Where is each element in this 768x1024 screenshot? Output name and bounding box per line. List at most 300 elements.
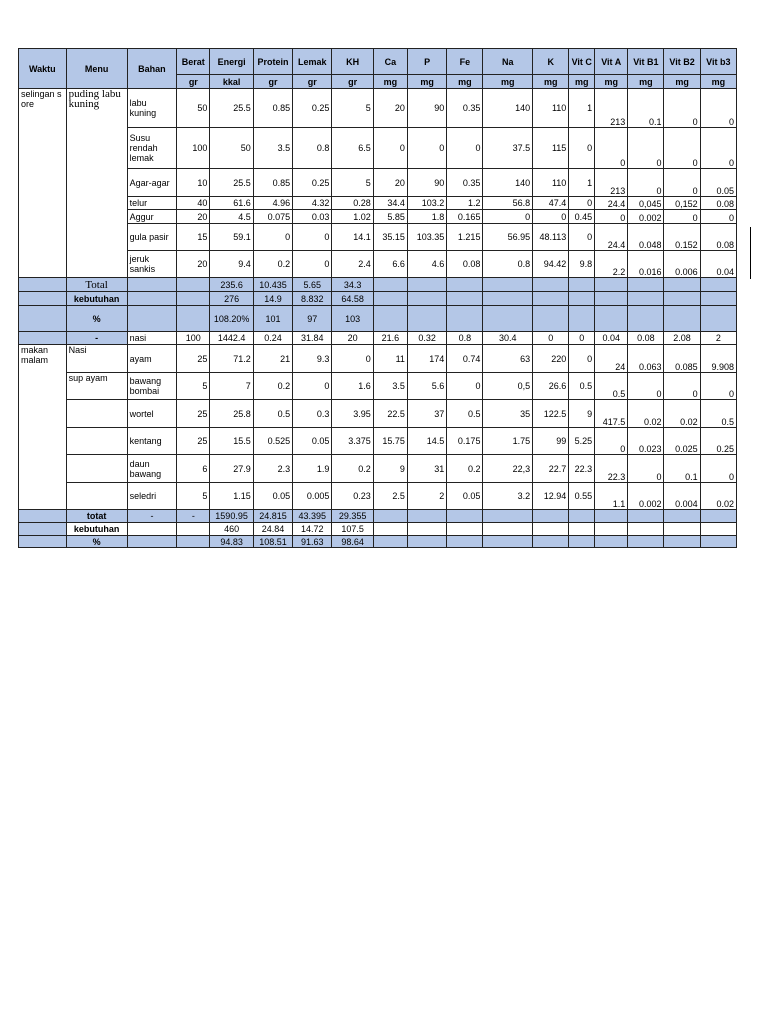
unit-header: mg bbox=[483, 75, 533, 89]
blank-cell bbox=[483, 536, 533, 548]
value-cell: 59.1 bbox=[210, 224, 253, 251]
value-cell: 0.8 bbox=[447, 332, 483, 345]
value-cell: 0.1 bbox=[664, 455, 700, 483]
value-cell: 6.6 bbox=[373, 251, 407, 278]
blank-cell bbox=[373, 278, 407, 292]
value-cell: 0.165 bbox=[447, 210, 483, 224]
value-cell: 0.35 bbox=[447, 89, 483, 128]
value-cell: 417.5 bbox=[595, 400, 628, 428]
blank-cell bbox=[127, 306, 177, 332]
value-cell: 0 bbox=[595, 428, 628, 455]
unit-header: mg bbox=[664, 75, 700, 89]
table-row bbox=[19, 169, 737, 197]
header-row bbox=[19, 49, 737, 75]
blank-cell bbox=[19, 523, 67, 536]
kebutuhan-value: 460 bbox=[210, 523, 253, 536]
blank-cell bbox=[664, 278, 700, 292]
value-cell: 140 bbox=[483, 89, 533, 128]
value-cell: 0.006 bbox=[664, 251, 700, 278]
blank-cell bbox=[407, 306, 446, 332]
table-row bbox=[19, 332, 737, 345]
column-header: Protein bbox=[253, 49, 292, 75]
value-cell: 5 bbox=[177, 373, 210, 400]
value-cell: 94.42 bbox=[533, 251, 569, 278]
kebutuhan-value: 14.72 bbox=[293, 523, 332, 536]
blank-cell bbox=[483, 278, 533, 292]
value-cell: 35 bbox=[483, 400, 533, 428]
kebutuhan-value: 14.9 bbox=[253, 292, 292, 306]
value-cell: 9.908 bbox=[700, 345, 736, 373]
table-row bbox=[19, 373, 737, 400]
blank-cell bbox=[533, 306, 569, 332]
value-cell: 3.5 bbox=[373, 373, 407, 400]
blank-cell bbox=[177, 523, 210, 536]
value-cell: 20 bbox=[332, 332, 373, 345]
value-cell: 213 bbox=[595, 169, 628, 197]
value-cell: 0 bbox=[595, 210, 628, 224]
blank-cell bbox=[700, 536, 736, 548]
value-cell: 1.02 bbox=[332, 210, 373, 224]
blank-cell bbox=[447, 278, 483, 292]
value-cell: 20 bbox=[177, 210, 210, 224]
blank-cell bbox=[177, 292, 210, 306]
value-cell: 14.5 bbox=[407, 428, 446, 455]
value-cell: 25.5 bbox=[210, 89, 253, 128]
value-cell: 50 bbox=[210, 128, 253, 169]
value-cell: 0.2 bbox=[253, 251, 292, 278]
blank-cell bbox=[373, 523, 407, 536]
value-cell: 0.05 bbox=[700, 169, 736, 197]
blank-cell bbox=[447, 306, 483, 332]
value-cell: 0.32 bbox=[407, 332, 446, 345]
value-cell: 0.25 bbox=[700, 428, 736, 455]
value-cell: 3.95 bbox=[332, 400, 373, 428]
value-cell: 10 bbox=[177, 169, 210, 197]
bahan-cell: nasi bbox=[127, 332, 177, 345]
value-cell: 115 bbox=[533, 128, 569, 169]
column-header: Vit B1 bbox=[628, 49, 664, 75]
blank-cell bbox=[700, 306, 736, 332]
kebutuhan-label: kebutuhan bbox=[66, 523, 127, 536]
value-cell: 24.4 bbox=[595, 197, 628, 210]
value-cell: 0 bbox=[595, 128, 628, 169]
blank-cell bbox=[127, 536, 177, 548]
table-row bbox=[19, 89, 737, 128]
value-cell: 1.6 bbox=[332, 373, 373, 400]
value-cell: 3.2 bbox=[483, 483, 533, 510]
blank-cell bbox=[664, 292, 700, 306]
value-cell: 0.45 bbox=[569, 210, 595, 224]
total-value: 24.815 bbox=[253, 510, 292, 523]
value-cell: 1442.4 bbox=[210, 332, 253, 345]
value-cell: 47.4 bbox=[533, 197, 569, 210]
bahan-cell: labu kuning bbox=[127, 89, 177, 128]
value-cell: 0.35 bbox=[447, 169, 483, 197]
blank-cell bbox=[407, 278, 446, 292]
value-cell: 0.5 bbox=[595, 373, 628, 400]
unit-header: mg bbox=[628, 75, 664, 89]
value-cell: 5.6 bbox=[407, 373, 446, 400]
value-cell: 0,152 bbox=[664, 197, 700, 210]
value-cell: 34.4 bbox=[373, 197, 407, 210]
persen-value: 108.51 bbox=[253, 536, 292, 548]
value-cell: 25.5 bbox=[210, 169, 253, 197]
blank-cell bbox=[700, 510, 736, 523]
value-cell: 0.25 bbox=[293, 169, 332, 197]
bahan-cell: gula pasir bbox=[127, 224, 177, 251]
value-cell: 90 bbox=[407, 89, 446, 128]
value-cell: 0 bbox=[447, 128, 483, 169]
persen-value: 98.64 bbox=[332, 536, 373, 548]
total-value: 34.3 bbox=[332, 278, 373, 292]
value-cell: 140 bbox=[483, 169, 533, 197]
blank-cell bbox=[533, 278, 569, 292]
value-cell: 11 bbox=[373, 345, 407, 373]
value-cell: 1.9 bbox=[293, 455, 332, 483]
value-cell: 0 bbox=[664, 169, 700, 197]
value-cell: 2.4 bbox=[332, 251, 373, 278]
blank-cell bbox=[569, 306, 595, 332]
blank-cell bbox=[664, 306, 700, 332]
value-cell: 0 bbox=[569, 128, 595, 169]
value-cell: 30.4 bbox=[483, 332, 533, 345]
value-cell: 61.6 bbox=[210, 197, 253, 210]
value-cell: 9.3 bbox=[293, 345, 332, 373]
blank-cell bbox=[595, 292, 628, 306]
value-cell: 0 bbox=[483, 210, 533, 224]
value-cell: 22.5 bbox=[373, 400, 407, 428]
value-cell: 21.6 bbox=[373, 332, 407, 345]
blank-cell bbox=[447, 523, 483, 536]
blank-cell bbox=[569, 510, 595, 523]
value-cell: 1.75 bbox=[483, 428, 533, 455]
value-cell: 1.215 bbox=[447, 224, 483, 251]
blank-cell bbox=[373, 306, 407, 332]
waktu-cell: makan malam bbox=[19, 345, 67, 510]
menu-cell: - bbox=[66, 332, 127, 345]
blank-cell bbox=[19, 278, 67, 292]
value-cell: 100 bbox=[177, 332, 210, 345]
value-cell: 9 bbox=[569, 400, 595, 428]
value-cell: 0 bbox=[569, 332, 595, 345]
column-header: Vit C bbox=[569, 49, 595, 75]
table-row bbox=[19, 345, 737, 373]
column-header: Bahan bbox=[127, 49, 177, 89]
value-cell: 0 bbox=[628, 373, 664, 400]
unit-header: mg bbox=[700, 75, 736, 89]
value-cell: 0.02 bbox=[700, 483, 736, 510]
menu-cell bbox=[66, 428, 127, 455]
blank-cell bbox=[19, 292, 67, 306]
value-cell: 5 bbox=[177, 483, 210, 510]
value-cell: 25 bbox=[177, 428, 210, 455]
blank-cell bbox=[533, 523, 569, 536]
value-cell: 220 bbox=[533, 345, 569, 373]
value-cell: 5 bbox=[332, 169, 373, 197]
bahan-cell: seledri bbox=[127, 483, 177, 510]
unit-header: mg bbox=[447, 75, 483, 89]
value-cell: 0 bbox=[293, 224, 332, 251]
value-cell: 0.08 bbox=[700, 197, 736, 210]
value-cell: 2.08 bbox=[664, 332, 700, 345]
waktu-cell: selingan sore bbox=[19, 89, 67, 278]
value-cell: 0 bbox=[628, 169, 664, 197]
value-cell: 5 bbox=[332, 89, 373, 128]
column-header: Fe bbox=[447, 49, 483, 75]
value-cell: 40 bbox=[177, 197, 210, 210]
value-cell: 174 bbox=[407, 345, 446, 373]
persen-value: 108.20% bbox=[210, 306, 253, 332]
kebutuhan-value: 64.58 bbox=[332, 292, 373, 306]
blank-cell bbox=[595, 536, 628, 548]
value-cell: 31 bbox=[407, 455, 446, 483]
menu-cell bbox=[66, 400, 127, 428]
value-cell: 2 bbox=[407, 483, 446, 510]
column-header: Lemak bbox=[293, 49, 332, 75]
value-cell: 0.08 bbox=[700, 224, 736, 251]
total-value: 43.395 bbox=[293, 510, 332, 523]
value-cell: 5.85 bbox=[373, 210, 407, 224]
blank-cell bbox=[19, 306, 67, 332]
blank-cell bbox=[407, 510, 446, 523]
value-cell: 0 bbox=[293, 373, 332, 400]
value-cell: 4.6 bbox=[407, 251, 446, 278]
unit-header: kkal bbox=[210, 75, 253, 89]
value-cell: 0.03 bbox=[293, 210, 332, 224]
value-cell: 0,5 bbox=[483, 373, 533, 400]
value-cell: 0 bbox=[700, 128, 736, 169]
value-cell: 63 bbox=[483, 345, 533, 373]
blank-cell bbox=[127, 278, 177, 292]
bahan-cell: telur bbox=[127, 197, 177, 210]
value-cell: 0 bbox=[569, 345, 595, 373]
value-cell: 0.175 bbox=[447, 428, 483, 455]
value-cell: 110 bbox=[533, 169, 569, 197]
blank-cell bbox=[569, 536, 595, 548]
dash-cell: - bbox=[127, 510, 177, 523]
value-cell: 0.05 bbox=[253, 483, 292, 510]
blank-cell bbox=[483, 306, 533, 332]
column-header: Menu bbox=[66, 49, 127, 89]
menu-cell bbox=[66, 455, 127, 483]
value-cell: 0.74 bbox=[447, 345, 483, 373]
value-cell: 0.5 bbox=[253, 400, 292, 428]
blank-cell bbox=[483, 292, 533, 306]
value-cell: 50 bbox=[177, 89, 210, 128]
unit-header: gr bbox=[253, 75, 292, 89]
blank-cell bbox=[19, 332, 67, 345]
blank-cell bbox=[407, 536, 446, 548]
blank-cell bbox=[595, 278, 628, 292]
blank-cell bbox=[569, 292, 595, 306]
value-cell: 0.048 bbox=[628, 224, 664, 251]
column-header: Ca bbox=[373, 49, 407, 75]
value-cell: 0.1 bbox=[628, 89, 664, 128]
value-cell: 71.2 bbox=[210, 345, 253, 373]
value-cell: 0 bbox=[332, 345, 373, 373]
value-cell: 22,3 bbox=[483, 455, 533, 483]
value-cell: 15.75 bbox=[373, 428, 407, 455]
persen-value: 103 bbox=[332, 306, 373, 332]
value-cell: 1 bbox=[569, 169, 595, 197]
menu-cell: puding labu kuning bbox=[66, 89, 127, 278]
value-cell: 0.02 bbox=[664, 400, 700, 428]
kebutuhan-row bbox=[19, 523, 737, 536]
value-cell: 0.85 bbox=[253, 169, 292, 197]
total-value: 1590.95 bbox=[210, 510, 253, 523]
value-cell: 0 bbox=[373, 128, 407, 169]
value-cell: 35.15 bbox=[373, 224, 407, 251]
blank-cell bbox=[533, 536, 569, 548]
value-cell: 0.004 bbox=[664, 483, 700, 510]
value-cell: 9.4 bbox=[210, 251, 253, 278]
persen-label: % bbox=[66, 536, 127, 548]
value-cell: 0 bbox=[628, 128, 664, 169]
value-cell: 213 bbox=[595, 89, 628, 128]
value-cell: 0 bbox=[569, 224, 595, 251]
value-cell: 1.15 bbox=[210, 483, 253, 510]
blank-cell bbox=[628, 292, 664, 306]
value-cell: 0 bbox=[253, 224, 292, 251]
blank-cell bbox=[177, 306, 210, 332]
value-cell: 0.2 bbox=[447, 455, 483, 483]
total-row bbox=[19, 510, 737, 523]
value-cell: 3.5 bbox=[253, 128, 292, 169]
value-cell: 0.04 bbox=[595, 332, 628, 345]
total-value: 29.355 bbox=[332, 510, 373, 523]
value-cell: 1.8 bbox=[407, 210, 446, 224]
blank-cell bbox=[700, 278, 736, 292]
value-cell: 0 bbox=[700, 373, 736, 400]
persen-row bbox=[19, 306, 737, 332]
value-cell: 20 bbox=[373, 169, 407, 197]
blank-cell bbox=[700, 523, 736, 536]
table-row bbox=[19, 128, 737, 169]
bahan-cell: kentang bbox=[127, 428, 177, 455]
value-cell: 2.5 bbox=[373, 483, 407, 510]
menu-cell: sup ayam bbox=[66, 373, 127, 400]
nutrition-table bbox=[18, 48, 737, 548]
value-cell: 27.9 bbox=[210, 455, 253, 483]
value-cell: 0 bbox=[664, 373, 700, 400]
blank-cell bbox=[628, 306, 664, 332]
value-cell: 0 bbox=[664, 128, 700, 169]
value-cell: 9.8 bbox=[569, 251, 595, 278]
value-cell: 25 bbox=[177, 400, 210, 428]
unit-header: mg bbox=[569, 75, 595, 89]
table-row bbox=[19, 428, 737, 455]
value-cell: 0 bbox=[407, 128, 446, 169]
blank-cell bbox=[628, 536, 664, 548]
value-cell: 0 bbox=[628, 455, 664, 483]
column-header: Waktu bbox=[19, 49, 67, 89]
blank-cell bbox=[407, 523, 446, 536]
value-cell: 0.5 bbox=[700, 400, 736, 428]
blank-cell bbox=[483, 523, 533, 536]
table-row bbox=[19, 400, 737, 428]
value-cell: 0.23 bbox=[332, 483, 373, 510]
column-header: Berat bbox=[177, 49, 210, 75]
total-value: 10.435 bbox=[253, 278, 292, 292]
value-cell: 0.525 bbox=[253, 428, 292, 455]
persen-value: 97 bbox=[293, 306, 332, 332]
value-cell: 0.085 bbox=[664, 345, 700, 373]
column-header: Energi bbox=[210, 49, 253, 75]
value-cell: 0.24 bbox=[253, 332, 292, 345]
value-cell: 0.3 bbox=[293, 400, 332, 428]
bahan-cell: ayam bbox=[127, 345, 177, 373]
value-cell: 122.5 bbox=[533, 400, 569, 428]
value-cell: 22.3 bbox=[569, 455, 595, 483]
blank-cell bbox=[628, 510, 664, 523]
total-row bbox=[19, 278, 737, 292]
value-cell: 0.85 bbox=[253, 89, 292, 128]
persen-value: 94.83 bbox=[210, 536, 253, 548]
persen-label: % bbox=[66, 306, 127, 332]
blank-cell bbox=[569, 523, 595, 536]
value-cell: 0.2 bbox=[253, 373, 292, 400]
value-cell: 0,045 bbox=[628, 197, 664, 210]
value-cell: 24.4 bbox=[595, 224, 628, 251]
value-cell: 20 bbox=[177, 251, 210, 278]
value-cell: 0 bbox=[700, 455, 736, 483]
value-cell: 0.8 bbox=[483, 251, 533, 278]
value-cell: 56.95 bbox=[483, 224, 533, 251]
value-cell: 37.5 bbox=[483, 128, 533, 169]
value-cell: 20 bbox=[373, 89, 407, 128]
value-cell: 0 bbox=[447, 373, 483, 400]
bahan-cell: wortel bbox=[127, 400, 177, 428]
value-cell: 0.063 bbox=[628, 345, 664, 373]
value-cell: 0.2 bbox=[332, 455, 373, 483]
value-cell: 7 bbox=[210, 373, 253, 400]
value-cell: 103.2 bbox=[407, 197, 446, 210]
blank-cell bbox=[177, 278, 210, 292]
blank-cell bbox=[483, 510, 533, 523]
value-cell: 21 bbox=[253, 345, 292, 373]
value-cell: 37 bbox=[407, 400, 446, 428]
value-cell: 0.25 bbox=[293, 89, 332, 128]
blank-cell bbox=[595, 306, 628, 332]
blank-cell bbox=[19, 536, 67, 548]
blank-cell bbox=[447, 536, 483, 548]
table-row bbox=[19, 210, 737, 224]
blank-cell bbox=[373, 536, 407, 548]
kebutuhan-value: 24.84 bbox=[253, 523, 292, 536]
unit-header: gr bbox=[293, 75, 332, 89]
value-cell: 0.05 bbox=[293, 428, 332, 455]
column-header: Vit b3 bbox=[700, 49, 736, 75]
value-cell: 0.023 bbox=[628, 428, 664, 455]
bahan-cell: Agar-agar bbox=[127, 169, 177, 197]
value-cell: 0 bbox=[700, 89, 736, 128]
value-cell: 0 bbox=[664, 89, 700, 128]
total-label: totat bbox=[66, 510, 127, 523]
value-cell: 5.25 bbox=[569, 428, 595, 455]
table-row bbox=[19, 224, 737, 251]
value-cell: 0 bbox=[569, 197, 595, 210]
value-cell: 26.6 bbox=[533, 373, 569, 400]
bahan-cell: bawang bombai bbox=[127, 373, 177, 400]
menu-cell: Nasi bbox=[66, 345, 127, 373]
value-cell: 4.32 bbox=[293, 197, 332, 210]
value-cell: 15.5 bbox=[210, 428, 253, 455]
table-row bbox=[19, 197, 737, 210]
unit-header: mg bbox=[533, 75, 569, 89]
value-cell: 56.8 bbox=[483, 197, 533, 210]
column-header: P bbox=[407, 49, 446, 75]
value-cell: 0 bbox=[700, 210, 736, 224]
